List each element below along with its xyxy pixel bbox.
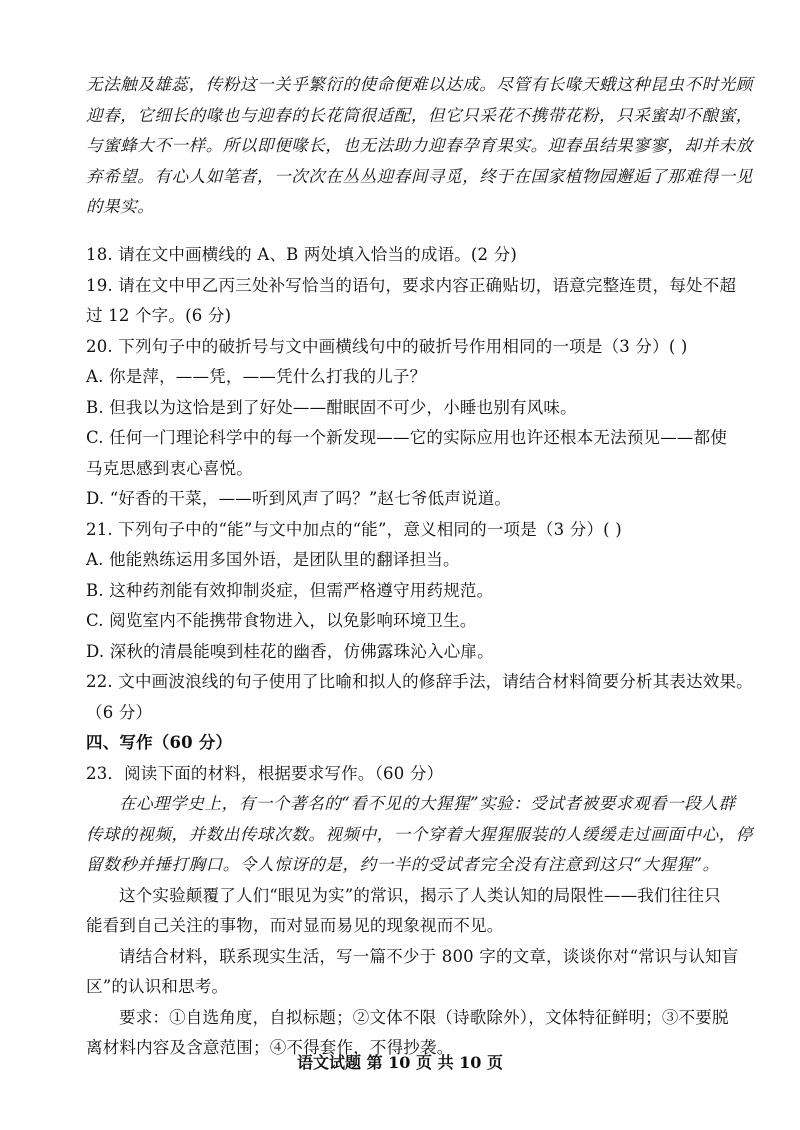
passage-line: 与蜜蜂大不一样。所以即便喙长，也无法助力迎春孕育果实。迎春虽结果寥寥，却并未放 [86, 136, 753, 155]
page-footer: 语文试题 第 10 页 共 10 页 [297, 1053, 503, 1072]
question-21-stem: 21. 下列句子中的“能”与文中加点的“能”，意义相同的一项是（3 分）( ) [86, 519, 622, 539]
question-23-stem: 23．阅读下面的材料，根据要求写作。（60 分） [86, 763, 444, 783]
task-line: 请结合材料，联系现实生活，写一篇不少于 800 字的文章，谈谈你对“常识与认知盲 [119, 946, 739, 966]
passage-line: 弃希望。有心人如笔者，一次次在丛丛迎春间寻觅，终于在国家植物园邂逅了那难得一见 [86, 166, 753, 186]
task-line: 区”的认识和思考。 [86, 977, 229, 996]
material-line: 能看到自己关注的事物，而对显而易见的现象视而不见。 [86, 916, 504, 935]
question-18: 18. 请在文中画横线的 A、B 两处填入恰当的成语。(2 分) [86, 245, 518, 264]
question-19-line1: 19. 请在文中甲乙丙三处补写恰当的语句，要求内容正确贴切，语意完整连贯，每处不超 [86, 275, 737, 295]
material-line: 这个实验颠覆了人们“眼见为实”的常识，揭示了人类认知的局限性——我们往往只 [119, 885, 721, 905]
question-22-line1: 22. 文中画波浪线的句子使用了比喻和拟人的修辞手法，请结合材料简要分析其表达效果。 [86, 672, 753, 691]
question-21-option-d: D. 深秋的清晨能嗅到桂花的幽香，仿佛露珠沁入心扉。 [86, 641, 494, 661]
question-20-option-c: C. 任何一门理论科学中的每一个新发现——它的实际应用也许还根本无法预见——都使 [86, 428, 728, 447]
question-21-option-c: C. 阅览室内不能携带食物进入，以免影响环境卫生。 [86, 611, 477, 630]
question-21-option-b: B. 这种药剂能有效抑制炎症，但需严格遵守用药规范。 [86, 580, 494, 600]
passage-line: 的果实。 [86, 197, 155, 216]
question-21-option-a: A. 他能熟练运用多国外语，是团队里的翻译担当。 [86, 550, 460, 569]
passage-tail [86, 70, 753, 223]
requirements-line: 要求：①自选角度，自拟标题；②文体不限（诗歌除外），文体特征鲜明；③不要脱 [119, 1007, 729, 1027]
requirements-line: 离材料内容及含意范围；④不得套作，不得抄袭。 [86, 1038, 454, 1057]
material-line: 传球的视频，并数出传球次数。视频中，一个穿着大猩猩服装的人缓缓走过画面中心，停 [86, 824, 753, 844]
passage-line: 迎春，它细长的喙也与迎春的长花筒很适配，但它只采花不携带花粉，只采蜜却不酿蜜， [86, 105, 753, 125]
question-20-option-c-cont: 马克思感到衷心喜悦。 [86, 458, 253, 478]
section-4-title: 四、写作（60 分） [86, 733, 233, 752]
passage-line: 无法触及雄蕊，传粉这一关乎繁衍的使命便难以达成。尽管有长喙天蛾这种昆虫不时光顾 [86, 75, 753, 94]
question-20-stem: 20. 下列句子中的破折号与文中画横线句中的破折号作用相同的一项是（3 分）( ) [86, 336, 688, 356]
material-line: 在心理学史上，有一个著名的“看不见的大猩猩”实验：受试者被要求观看一段人群 [119, 794, 736, 813]
question-22-line2: （6 分） [86, 702, 153, 722]
question-20-option-a: A. 你是萍，——凭，——凭什么打我的儿子？ [86, 367, 427, 386]
material-line: 留数秒并捶打胸口。令人惊讶的是，约一半的受试者完全没有注意到这只“大猩猩”。 [86, 855, 720, 874]
question-20-option-d: D. “好香的干菜，——听到风声了吗？”赵七爷低声说道。 [86, 489, 512, 508]
question-20-option-b: B. 但我以为这恰是到了好处——酣眠固不可少，小睡也别有风味。 [86, 397, 577, 417]
question-19-line2: 过 12 个字。(6 分) [86, 306, 232, 325]
questions-block [86, 240, 753, 1064]
